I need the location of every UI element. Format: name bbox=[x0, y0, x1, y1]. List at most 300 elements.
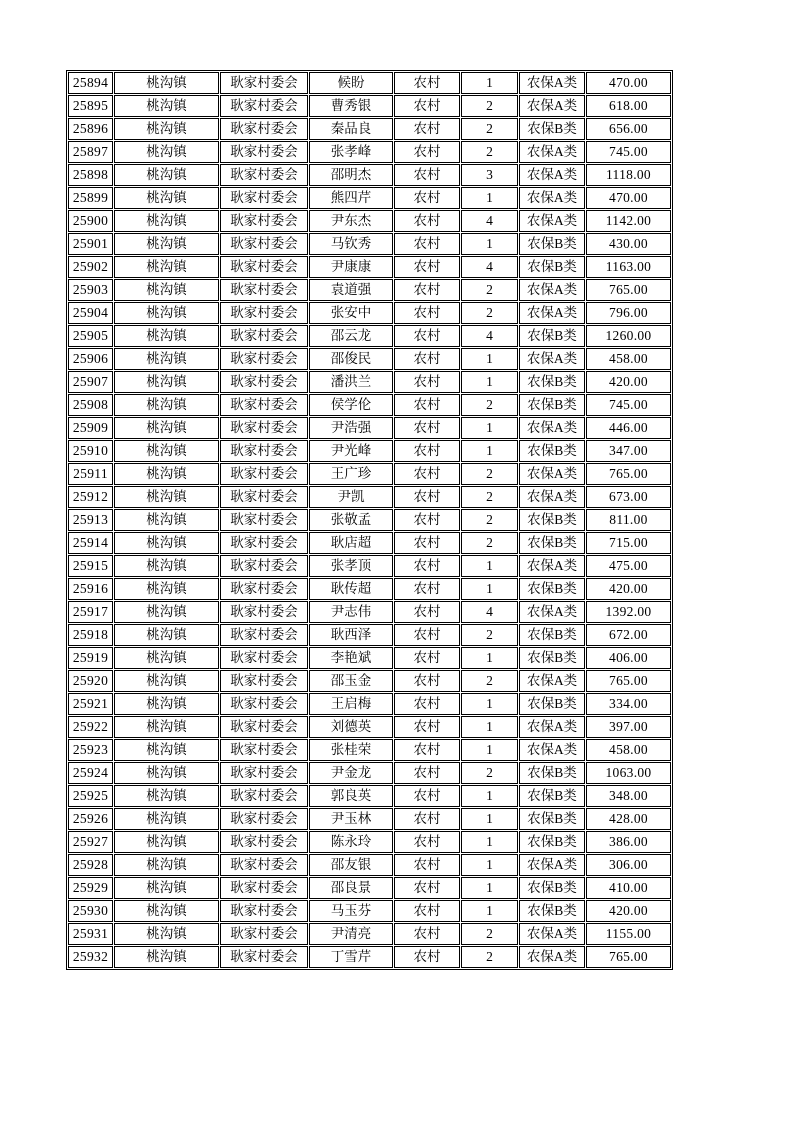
cell-serial-number: 25923 bbox=[68, 739, 113, 761]
cell-person-count: 1 bbox=[461, 440, 518, 462]
cell-amount: 410.00 bbox=[586, 877, 671, 899]
cell-insurance-type: 农保A类 bbox=[519, 555, 585, 577]
cell-insurance-type: 农保B类 bbox=[519, 325, 585, 347]
cell-amount: 430.00 bbox=[586, 233, 671, 255]
cell-serial-number: 25900 bbox=[68, 210, 113, 232]
cell-village-committee: 耿家村委会 bbox=[220, 325, 308, 347]
cell-village-committee: 耿家村委会 bbox=[220, 831, 308, 853]
cell-town: 桃沟镇 bbox=[114, 325, 219, 347]
cell-household-category: 农村 bbox=[394, 348, 460, 370]
cell-amount: 420.00 bbox=[586, 578, 671, 600]
cell-village-committee: 耿家村委会 bbox=[220, 210, 308, 232]
cell-town: 桃沟镇 bbox=[114, 72, 219, 94]
cell-serial-number: 25927 bbox=[68, 831, 113, 853]
cell-amount: 765.00 bbox=[586, 670, 671, 692]
cell-amount: 765.00 bbox=[586, 463, 671, 485]
cell-amount: 334.00 bbox=[586, 693, 671, 715]
cell-town: 桃沟镇 bbox=[114, 762, 219, 784]
table-row bbox=[68, 95, 671, 117]
cell-amount: 745.00 bbox=[586, 141, 671, 163]
cell-town: 桃沟镇 bbox=[114, 371, 219, 393]
cell-person-count: 2 bbox=[461, 118, 518, 140]
table-row bbox=[68, 716, 671, 738]
cell-amount: 673.00 bbox=[586, 486, 671, 508]
table-row bbox=[68, 210, 671, 232]
cell-serial-number: 25906 bbox=[68, 348, 113, 370]
cell-village-committee: 耿家村委会 bbox=[220, 72, 308, 94]
cell-village-committee: 耿家村委会 bbox=[220, 624, 308, 646]
cell-serial-number: 25897 bbox=[68, 141, 113, 163]
cell-village-committee: 耿家村委会 bbox=[220, 555, 308, 577]
cell-person-count: 1 bbox=[461, 808, 518, 830]
cell-serial-number: 25917 bbox=[68, 601, 113, 623]
cell-serial-number: 25910 bbox=[68, 440, 113, 462]
cell-village-committee: 耿家村委会 bbox=[220, 808, 308, 830]
cell-person-count: 2 bbox=[461, 624, 518, 646]
table-row bbox=[68, 555, 671, 577]
cell-amount: 406.00 bbox=[586, 647, 671, 669]
cell-household-category: 农村 bbox=[394, 486, 460, 508]
cell-person-count: 1 bbox=[461, 371, 518, 393]
cell-village-committee: 耿家村委会 bbox=[220, 440, 308, 462]
cell-insurance-type: 农保B类 bbox=[519, 647, 585, 669]
cell-person-name: 尹玉林 bbox=[309, 808, 393, 830]
cell-village-committee: 耿家村委会 bbox=[220, 785, 308, 807]
cell-village-committee: 耿家村委会 bbox=[220, 417, 308, 439]
cell-insurance-type: 农保B类 bbox=[519, 256, 585, 278]
cell-person-count: 1 bbox=[461, 187, 518, 209]
cell-household-category: 农村 bbox=[394, 601, 460, 623]
cell-village-committee: 耿家村委会 bbox=[220, 532, 308, 554]
table-row bbox=[68, 624, 671, 646]
cell-person-name: 张敬孟 bbox=[309, 509, 393, 531]
cell-serial-number: 25926 bbox=[68, 808, 113, 830]
table-row bbox=[68, 785, 671, 807]
cell-person-name: 张安中 bbox=[309, 302, 393, 324]
cell-village-committee: 耿家村委会 bbox=[220, 233, 308, 255]
cell-serial-number: 25895 bbox=[68, 95, 113, 117]
cell-person-name: 邵玉金 bbox=[309, 670, 393, 692]
table-row bbox=[68, 532, 671, 554]
table-row bbox=[68, 670, 671, 692]
cell-person-name: 尹金龙 bbox=[309, 762, 393, 784]
cell-household-category: 农村 bbox=[394, 900, 460, 922]
cell-town: 桃沟镇 bbox=[114, 831, 219, 853]
cell-person-count: 1 bbox=[461, 716, 518, 738]
cell-serial-number: 25898 bbox=[68, 164, 113, 186]
table-row bbox=[68, 693, 671, 715]
cell-serial-number: 25918 bbox=[68, 624, 113, 646]
cell-serial-number: 25907 bbox=[68, 371, 113, 393]
cell-village-committee: 耿家村委会 bbox=[220, 923, 308, 945]
cell-serial-number: 25913 bbox=[68, 509, 113, 531]
table-row bbox=[68, 394, 671, 416]
table-row bbox=[68, 578, 671, 600]
cell-person-name: 马玉芬 bbox=[309, 900, 393, 922]
cell-serial-number: 25929 bbox=[68, 877, 113, 899]
cell-person-count: 2 bbox=[461, 141, 518, 163]
cell-insurance-type: 农保A类 bbox=[519, 601, 585, 623]
cell-amount: 811.00 bbox=[586, 509, 671, 531]
cell-person-name: 丁雪芹 bbox=[309, 946, 393, 968]
cell-person-name: 邵俊民 bbox=[309, 348, 393, 370]
table-row bbox=[68, 440, 671, 462]
table-row bbox=[68, 486, 671, 508]
cell-person-count: 2 bbox=[461, 463, 518, 485]
table-row bbox=[68, 923, 671, 945]
cell-person-count: 2 bbox=[461, 670, 518, 692]
cell-insurance-type: 农保A类 bbox=[519, 486, 585, 508]
cell-amount: 347.00 bbox=[586, 440, 671, 462]
cell-household-category: 农村 bbox=[394, 187, 460, 209]
cell-village-committee: 耿家村委会 bbox=[220, 762, 308, 784]
cell-person-name: 尹志伟 bbox=[309, 601, 393, 623]
cell-person-name: 尹清亮 bbox=[309, 923, 393, 945]
cell-insurance-type: 农保A类 bbox=[519, 739, 585, 761]
cell-person-count: 2 bbox=[461, 509, 518, 531]
cell-amount: 470.00 bbox=[586, 72, 671, 94]
cell-household-category: 农村 bbox=[394, 670, 460, 692]
cell-amount: 796.00 bbox=[586, 302, 671, 324]
cell-household-category: 农村 bbox=[394, 555, 460, 577]
cell-town: 桃沟镇 bbox=[114, 509, 219, 531]
cell-insurance-type: 农保B类 bbox=[519, 877, 585, 899]
cell-amount: 458.00 bbox=[586, 348, 671, 370]
cell-amount: 765.00 bbox=[586, 946, 671, 968]
cell-amount: 470.00 bbox=[586, 187, 671, 209]
cell-person-name: 张桂荣 bbox=[309, 739, 393, 761]
cell-village-committee: 耿家村委会 bbox=[220, 463, 308, 485]
cell-serial-number: 25909 bbox=[68, 417, 113, 439]
table-row bbox=[68, 854, 671, 876]
table-row bbox=[68, 233, 671, 255]
cell-village-committee: 耿家村委会 bbox=[220, 946, 308, 968]
cell-person-count: 1 bbox=[461, 647, 518, 669]
cell-insurance-type: 农保B类 bbox=[519, 371, 585, 393]
cell-amount: 386.00 bbox=[586, 831, 671, 853]
cell-household-category: 农村 bbox=[394, 877, 460, 899]
table-row bbox=[68, 762, 671, 784]
cell-town: 桃沟镇 bbox=[114, 647, 219, 669]
cell-village-committee: 耿家村委会 bbox=[220, 302, 308, 324]
cell-household-category: 农村 bbox=[394, 256, 460, 278]
cell-amount: 458.00 bbox=[586, 739, 671, 761]
table-row bbox=[68, 348, 671, 370]
cell-household-category: 农村 bbox=[394, 210, 460, 232]
cell-serial-number: 25914 bbox=[68, 532, 113, 554]
cell-village-committee: 耿家村委会 bbox=[220, 578, 308, 600]
cell-amount: 656.00 bbox=[586, 118, 671, 140]
cell-person-count: 4 bbox=[461, 601, 518, 623]
cell-insurance-type: 农保B类 bbox=[519, 394, 585, 416]
cell-insurance-type: 农保B类 bbox=[519, 808, 585, 830]
table-row bbox=[68, 877, 671, 899]
cell-household-category: 农村 bbox=[394, 854, 460, 876]
table-row bbox=[68, 808, 671, 830]
cell-person-name: 郭良英 bbox=[309, 785, 393, 807]
cell-person-name: 侯学伦 bbox=[309, 394, 393, 416]
cell-town: 桃沟镇 bbox=[114, 417, 219, 439]
cell-town: 桃沟镇 bbox=[114, 302, 219, 324]
cell-insurance-type: 农保A类 bbox=[519, 670, 585, 692]
cell-insurance-type: 农保A类 bbox=[519, 854, 585, 876]
cell-person-count: 2 bbox=[461, 946, 518, 968]
cell-amount: 715.00 bbox=[586, 532, 671, 554]
cell-amount: 1142.00 bbox=[586, 210, 671, 232]
cell-household-category: 农村 bbox=[394, 233, 460, 255]
cell-amount: 397.00 bbox=[586, 716, 671, 738]
cell-person-count: 1 bbox=[461, 900, 518, 922]
cell-town: 桃沟镇 bbox=[114, 624, 219, 646]
cell-town: 桃沟镇 bbox=[114, 141, 219, 163]
cell-amount: 765.00 bbox=[586, 279, 671, 301]
cell-insurance-type: 农保B类 bbox=[519, 578, 585, 600]
cell-insurance-type: 农保A类 bbox=[519, 463, 585, 485]
cell-household-category: 农村 bbox=[394, 302, 460, 324]
cell-person-count: 2 bbox=[461, 302, 518, 324]
cell-serial-number: 25916 bbox=[68, 578, 113, 600]
cell-village-committee: 耿家村委会 bbox=[220, 509, 308, 531]
cell-town: 桃沟镇 bbox=[114, 877, 219, 899]
cell-insurance-type: 农保A类 bbox=[519, 141, 585, 163]
cell-amount: 1260.00 bbox=[586, 325, 671, 347]
cell-person-count: 2 bbox=[461, 762, 518, 784]
cell-serial-number: 25901 bbox=[68, 233, 113, 255]
cell-insurance-type: 农保B类 bbox=[519, 900, 585, 922]
table-row bbox=[68, 601, 671, 623]
cell-person-name: 耿店超 bbox=[309, 532, 393, 554]
cell-town: 桃沟镇 bbox=[114, 463, 219, 485]
cell-town: 桃沟镇 bbox=[114, 785, 219, 807]
cell-insurance-type: 农保B类 bbox=[519, 509, 585, 531]
cell-village-committee: 耿家村委会 bbox=[220, 256, 308, 278]
cell-town: 桃沟镇 bbox=[114, 739, 219, 761]
table-row bbox=[68, 647, 671, 669]
cell-village-committee: 耿家村委会 bbox=[220, 601, 308, 623]
cell-person-name: 曹秀银 bbox=[309, 95, 393, 117]
cell-person-count: 2 bbox=[461, 95, 518, 117]
cell-village-committee: 耿家村委会 bbox=[220, 877, 308, 899]
cell-village-committee: 耿家村委会 bbox=[220, 164, 308, 186]
cell-person-count: 4 bbox=[461, 210, 518, 232]
cell-village-committee: 耿家村委会 bbox=[220, 279, 308, 301]
cell-person-count: 2 bbox=[461, 279, 518, 301]
cell-person-name: 尹浩强 bbox=[309, 417, 393, 439]
cell-insurance-type: 农保B类 bbox=[519, 440, 585, 462]
cell-person-name: 张孝顶 bbox=[309, 555, 393, 577]
cell-insurance-type: 农保A类 bbox=[519, 946, 585, 968]
cell-person-name: 王广珍 bbox=[309, 463, 393, 485]
cell-amount: 475.00 bbox=[586, 555, 671, 577]
cell-town: 桃沟镇 bbox=[114, 348, 219, 370]
cell-serial-number: 25919 bbox=[68, 647, 113, 669]
cell-serial-number: 25905 bbox=[68, 325, 113, 347]
cell-household-category: 农村 bbox=[394, 532, 460, 554]
cell-person-name: 李艳斌 bbox=[309, 647, 393, 669]
cell-amount: 1118.00 bbox=[586, 164, 671, 186]
cell-insurance-type: 农保B类 bbox=[519, 532, 585, 554]
table-row bbox=[68, 417, 671, 439]
cell-amount: 1063.00 bbox=[586, 762, 671, 784]
cell-insurance-type: 农保A类 bbox=[519, 72, 585, 94]
cell-village-committee: 耿家村委会 bbox=[220, 95, 308, 117]
cell-household-category: 农村 bbox=[394, 440, 460, 462]
cell-serial-number: 25931 bbox=[68, 923, 113, 945]
table-row bbox=[68, 141, 671, 163]
cell-insurance-type: 农保A类 bbox=[519, 279, 585, 301]
cell-town: 桃沟镇 bbox=[114, 440, 219, 462]
cell-person-count: 1 bbox=[461, 233, 518, 255]
cell-amount: 1163.00 bbox=[586, 256, 671, 278]
cell-insurance-type: 农保A类 bbox=[519, 302, 585, 324]
cell-town: 桃沟镇 bbox=[114, 187, 219, 209]
cell-insurance-type: 农保A类 bbox=[519, 95, 585, 117]
cell-insurance-type: 农保A类 bbox=[519, 187, 585, 209]
cell-person-name: 熊四芹 bbox=[309, 187, 393, 209]
cell-person-count: 2 bbox=[461, 394, 518, 416]
payment-table bbox=[66, 70, 673, 970]
cell-person-name: 耿西泽 bbox=[309, 624, 393, 646]
cell-serial-number: 25928 bbox=[68, 854, 113, 876]
cell-village-committee: 耿家村委会 bbox=[220, 371, 308, 393]
table-row bbox=[68, 509, 671, 531]
cell-insurance-type: 农保B类 bbox=[519, 118, 585, 140]
cell-person-name: 潘洪兰 bbox=[309, 371, 393, 393]
cell-household-category: 农村 bbox=[394, 141, 460, 163]
cell-person-count: 4 bbox=[461, 325, 518, 347]
cell-household-category: 农村 bbox=[394, 417, 460, 439]
cell-serial-number: 25921 bbox=[68, 693, 113, 715]
cell-amount: 348.00 bbox=[586, 785, 671, 807]
cell-amount: 420.00 bbox=[586, 900, 671, 922]
cell-town: 桃沟镇 bbox=[114, 693, 219, 715]
cell-person-name: 邵良景 bbox=[309, 877, 393, 899]
table-row bbox=[68, 739, 671, 761]
table-row bbox=[68, 302, 671, 324]
cell-person-count: 2 bbox=[461, 486, 518, 508]
cell-town: 桃沟镇 bbox=[114, 946, 219, 968]
cell-amount: 428.00 bbox=[586, 808, 671, 830]
cell-insurance-type: 农保B类 bbox=[519, 693, 585, 715]
cell-serial-number: 25896 bbox=[68, 118, 113, 140]
cell-person-count: 2 bbox=[461, 923, 518, 945]
cell-town: 桃沟镇 bbox=[114, 670, 219, 692]
cell-serial-number: 25932 bbox=[68, 946, 113, 968]
table-row bbox=[68, 325, 671, 347]
cell-amount: 446.00 bbox=[586, 417, 671, 439]
cell-town: 桃沟镇 bbox=[114, 95, 219, 117]
cell-household-category: 农村 bbox=[394, 72, 460, 94]
cell-person-count: 2 bbox=[461, 532, 518, 554]
cell-insurance-type: 农保A类 bbox=[519, 417, 585, 439]
cell-insurance-type: 农保A类 bbox=[519, 716, 585, 738]
cell-village-committee: 耿家村委会 bbox=[220, 187, 308, 209]
cell-serial-number: 25902 bbox=[68, 256, 113, 278]
cell-household-category: 农村 bbox=[394, 808, 460, 830]
cell-person-count: 1 bbox=[461, 785, 518, 807]
table-row bbox=[68, 946, 671, 968]
cell-person-count: 1 bbox=[461, 877, 518, 899]
cell-household-category: 农村 bbox=[394, 118, 460, 140]
cell-village-committee: 耿家村委会 bbox=[220, 141, 308, 163]
cell-village-committee: 耿家村委会 bbox=[220, 118, 308, 140]
cell-person-count: 1 bbox=[461, 739, 518, 761]
cell-amount: 618.00 bbox=[586, 95, 671, 117]
cell-serial-number: 25915 bbox=[68, 555, 113, 577]
cell-serial-number: 25899 bbox=[68, 187, 113, 209]
cell-town: 桃沟镇 bbox=[114, 716, 219, 738]
cell-person-name: 刘德英 bbox=[309, 716, 393, 738]
cell-serial-number: 25922 bbox=[68, 716, 113, 738]
cell-person-count: 1 bbox=[461, 348, 518, 370]
table-row bbox=[68, 72, 671, 94]
table-row bbox=[68, 371, 671, 393]
cell-person-count: 1 bbox=[461, 72, 518, 94]
cell-person-count: 1 bbox=[461, 578, 518, 600]
cell-town: 桃沟镇 bbox=[114, 808, 219, 830]
cell-person-name: 尹东杰 bbox=[309, 210, 393, 232]
cell-amount: 1392.00 bbox=[586, 601, 671, 623]
cell-person-name: 邵云龙 bbox=[309, 325, 393, 347]
cell-person-name: 张孝峰 bbox=[309, 141, 393, 163]
cell-household-category: 农村 bbox=[394, 762, 460, 784]
cell-person-count: 4 bbox=[461, 256, 518, 278]
cell-household-category: 农村 bbox=[394, 463, 460, 485]
cell-household-category: 农村 bbox=[394, 509, 460, 531]
cell-village-committee: 耿家村委会 bbox=[220, 647, 308, 669]
cell-household-category: 农村 bbox=[394, 394, 460, 416]
cell-household-category: 农村 bbox=[394, 279, 460, 301]
cell-serial-number: 25930 bbox=[68, 900, 113, 922]
cell-household-category: 农村 bbox=[394, 739, 460, 761]
table-row bbox=[68, 279, 671, 301]
table-row bbox=[68, 463, 671, 485]
cell-serial-number: 25920 bbox=[68, 670, 113, 692]
cell-person-name: 陈永玲 bbox=[309, 831, 393, 853]
table-row bbox=[68, 118, 671, 140]
cell-serial-number: 25894 bbox=[68, 72, 113, 94]
cell-serial-number: 25903 bbox=[68, 279, 113, 301]
cell-person-name: 秦品良 bbox=[309, 118, 393, 140]
cell-town: 桃沟镇 bbox=[114, 854, 219, 876]
table-body bbox=[68, 72, 671, 968]
table-row bbox=[68, 187, 671, 209]
cell-household-category: 农村 bbox=[394, 624, 460, 646]
cell-insurance-type: 农保B类 bbox=[519, 831, 585, 853]
cell-household-category: 农村 bbox=[394, 716, 460, 738]
cell-household-category: 农村 bbox=[394, 946, 460, 968]
cell-insurance-type: 农保A类 bbox=[519, 923, 585, 945]
cell-household-category: 农村 bbox=[394, 325, 460, 347]
cell-town: 桃沟镇 bbox=[114, 118, 219, 140]
cell-serial-number: 25912 bbox=[68, 486, 113, 508]
cell-person-name: 邵友银 bbox=[309, 854, 393, 876]
cell-serial-number: 25911 bbox=[68, 463, 113, 485]
cell-person-name: 尹凯 bbox=[309, 486, 393, 508]
cell-person-name: 耿传超 bbox=[309, 578, 393, 600]
table-row bbox=[68, 256, 671, 278]
cell-person-name: 马钦秀 bbox=[309, 233, 393, 255]
cell-town: 桃沟镇 bbox=[114, 601, 219, 623]
cell-household-category: 农村 bbox=[394, 578, 460, 600]
cell-serial-number: 25924 bbox=[68, 762, 113, 784]
cell-household-category: 农村 bbox=[394, 831, 460, 853]
cell-village-committee: 耿家村委会 bbox=[220, 854, 308, 876]
cell-household-category: 农村 bbox=[394, 95, 460, 117]
cell-insurance-type: 农保B类 bbox=[519, 624, 585, 646]
cell-person-count: 1 bbox=[461, 417, 518, 439]
cell-village-committee: 耿家村委会 bbox=[220, 716, 308, 738]
